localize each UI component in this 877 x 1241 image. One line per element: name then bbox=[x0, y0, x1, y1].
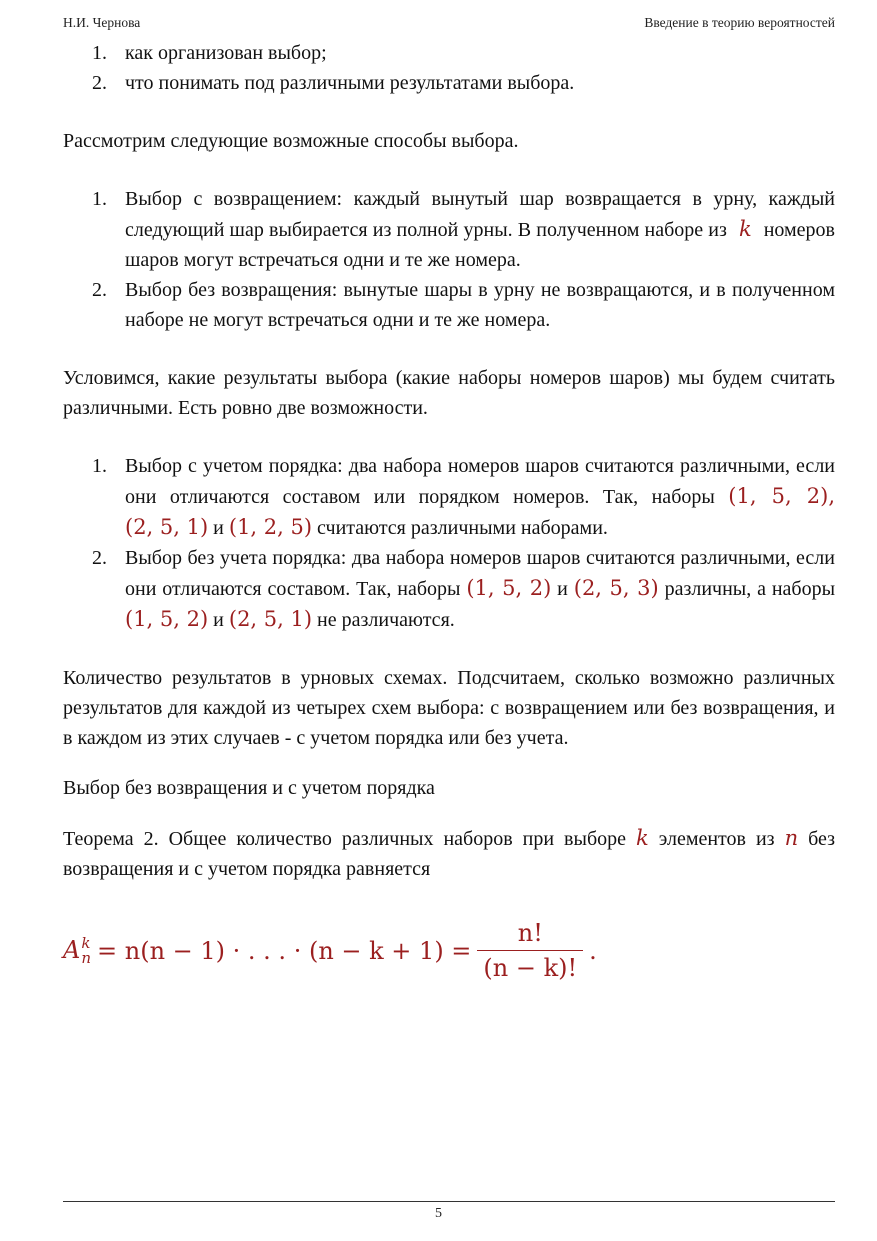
math-set: (1, 5, 2) bbox=[125, 607, 209, 631]
math-set: (1, 2, 5) bbox=[228, 515, 313, 539]
methods-list bbox=[63, 184, 835, 335]
list-item: 1. Выбор с учетом порядка: два набора номеров шаров считаются различными, если они отличаются составом или порядком номеров. Так, наборы (1, 5, 2), (2, 5, 1) и (1, 2, 5) считаются различными наборами. bbox=[92, 455, 836, 539]
header-author: Н.И. Чернова bbox=[63, 15, 141, 30]
list-item: 2. Выбор без возвращения: вынутые шары в урну не возвращаются, и в полученном наборе не могут встречаться одни и те же номера. bbox=[92, 279, 835, 331]
formula-fraction: $\frac{n!}{(n - k)!}$ bbox=[477, 918, 583, 983]
condition-paragraph: Условимся, какие результаты выбора (какие наборы номеров шаров) мы будем считать различными. Есть ровно две возможности. bbox=[63, 367, 835, 419]
math-set: (1, 5, 2), bbox=[728, 484, 836, 508]
intro-paragraph: Рассмотрим следующие возможные способы выбора. bbox=[63, 130, 519, 152]
math-var-k: k bbox=[636, 826, 649, 850]
math-var-k: k bbox=[738, 217, 752, 241]
list-item: 1. Выбор с возвращением: каждый вынутый шар возвращается в урну, каждый следующий шар выбирается из полной урны. В полученном наборе из k номеров шаров могут встречаться одни и те же номера. bbox=[92, 188, 835, 271]
subheading: Выбор без возвращения и с учетом порядка bbox=[63, 777, 435, 799]
page-number: 5 bbox=[435, 1206, 442, 1221]
count-paragraph: Количество результатов в урновых схемах. Подсчитаем, сколько возможно различных результатов для каждой из четырех схем выбора: с возвращением или без возвращения, и в каждом из этих случаев - с учетом порядка или без учета. bbox=[63, 667, 835, 749]
header-title: Введение в теорию вероятностей bbox=[644, 15, 835, 30]
list-item: 1. как организован выбор; bbox=[92, 42, 327, 64]
math-var-n: n bbox=[784, 826, 799, 850]
page-body bbox=[63, 38, 835, 983]
math-set: (1, 5, 2) bbox=[466, 576, 552, 600]
list-item: 2. Выбор без учета порядка: два набора номеров шаров считаются различными, если они отличаются составом. Так, наборы (1, 5, 2) и (2, 5, 3) различны, а наборы (1, 5, 2) и (2, 5, 1) не различаются. bbox=[92, 547, 836, 631]
list-item: 2. что понимать под различными результатами выбора. bbox=[92, 72, 575, 94]
math-set: (2, 5, 1) bbox=[125, 515, 209, 539]
math-set: (2, 5, 3) bbox=[573, 576, 659, 600]
math-set: (2, 5, 1) bbox=[228, 607, 313, 631]
arrangements-formula: A k n = n(n − 1) · . . . · (n − k + 1) = $\frac{n!}{(n - k)!}$ . bbox=[63, 919, 597, 982]
footer-divider bbox=[63, 1201, 835, 1202]
orders-list bbox=[63, 451, 835, 635]
theorem-paragraph: Теорема 2. Общее количество различных наборов при выборе k элементов из n без возвращения и с учетом порядка равняется bbox=[63, 826, 836, 880]
top-list bbox=[63, 38, 835, 98]
